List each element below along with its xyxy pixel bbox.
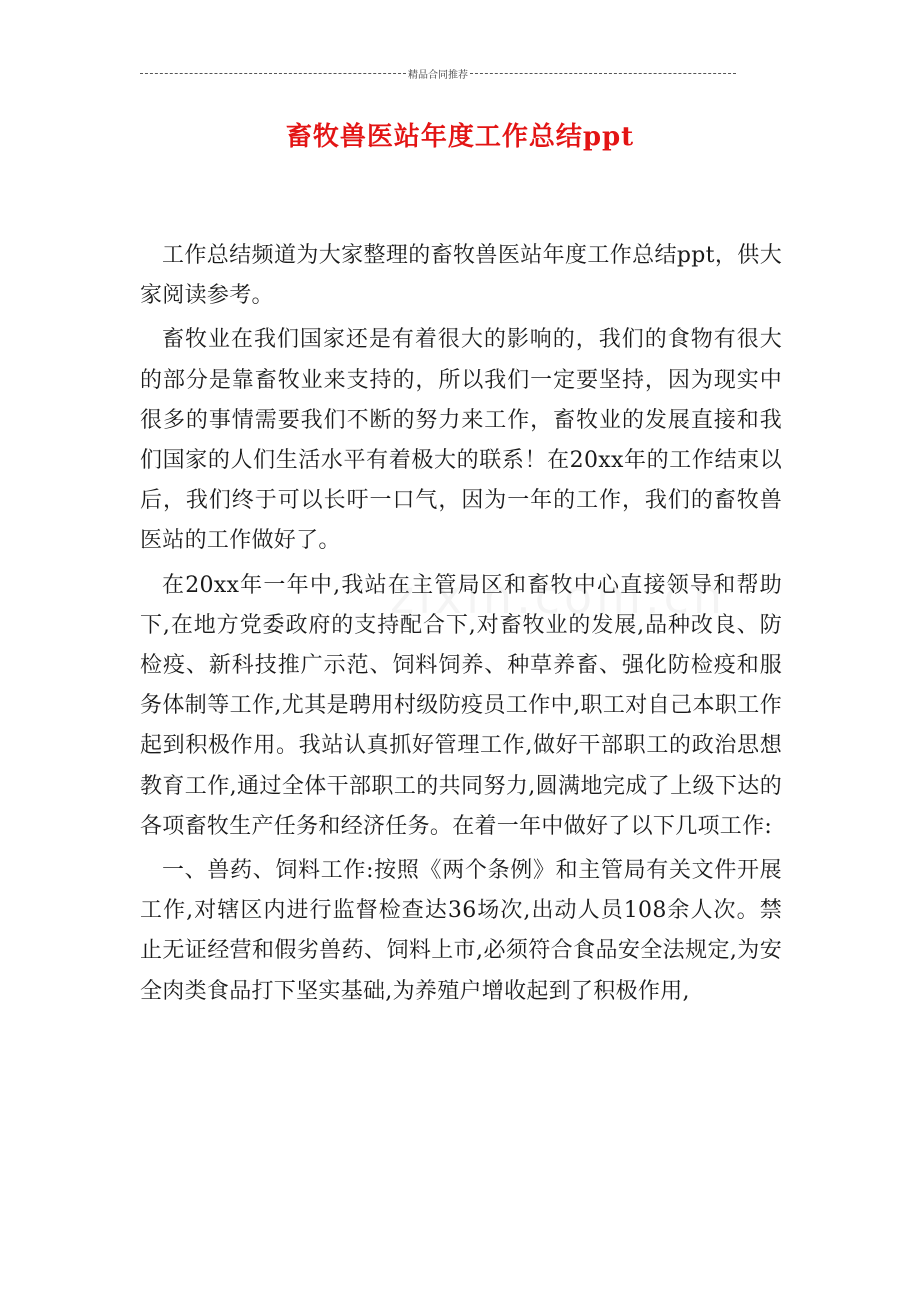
paragraph-background: 畜牧业在我们国家还是有着很大的影响的，我们的食物有很大的部分是靠畜牧业来支持的，所以我们一定要坚持，因为现实中很多的事情需要我们不断的努力来工作，畜牧业的发展直接和我们国家的人们生活水平有着极大的联系！在20xx年的工作结束以后，我们终于可以长吁一口气，因为一年的工作，我们的畜牧兽医站的工作做好了。 bbox=[140, 327, 782, 554]
header-dash-left bbox=[140, 73, 406, 74]
document-body bbox=[140, 236, 782, 1016]
paragraph-year-summary: 在20xx年一年中,我站在主管局区和畜牧中心直接领导和帮助下,在地方党委政府的支持配合下,对畜牧业的发展,品种改良、防检疫、新科技推广示范、饲料饲养、种草养畜、强化防检疫和服务体制等工作,尤其是聘用村级防疫员工作中,职工对自己本职工作起到积极作用。我站认真抓好管理工作,做好干部职工的政治思想教育工作,通过全体干部职工的共同努力,圆满地完成了上级下达的各项畜牧生产任务和经济任务。在着一年中做好了以下几项工作: bbox=[140, 572, 782, 839]
header-label: 精品合同推荐 bbox=[408, 70, 468, 81]
document-title: 畜牧兽医站年度工作总结ppt bbox=[285, 122, 635, 152]
header-dash-right bbox=[470, 73, 736, 74]
page-header bbox=[140, 66, 736, 81]
paragraph-intro: 工作总结频道为大家整理的畜牧兽医站年度工作总结ppt，供大家阅读参考。 bbox=[140, 243, 782, 309]
paragraph-item-one: 一、兽药、饲料工作:按照《两个条例》和主管局有关文件开展工作,对辖区内进行监督检查达36场次,出动人员108余人次。禁止无证经营和假劣兽药、饲料上市,必须符合食品安全法规定,为安全肉类食品打下坚实基础,为养殖户增收起到了积极作用, bbox=[140, 858, 782, 1004]
